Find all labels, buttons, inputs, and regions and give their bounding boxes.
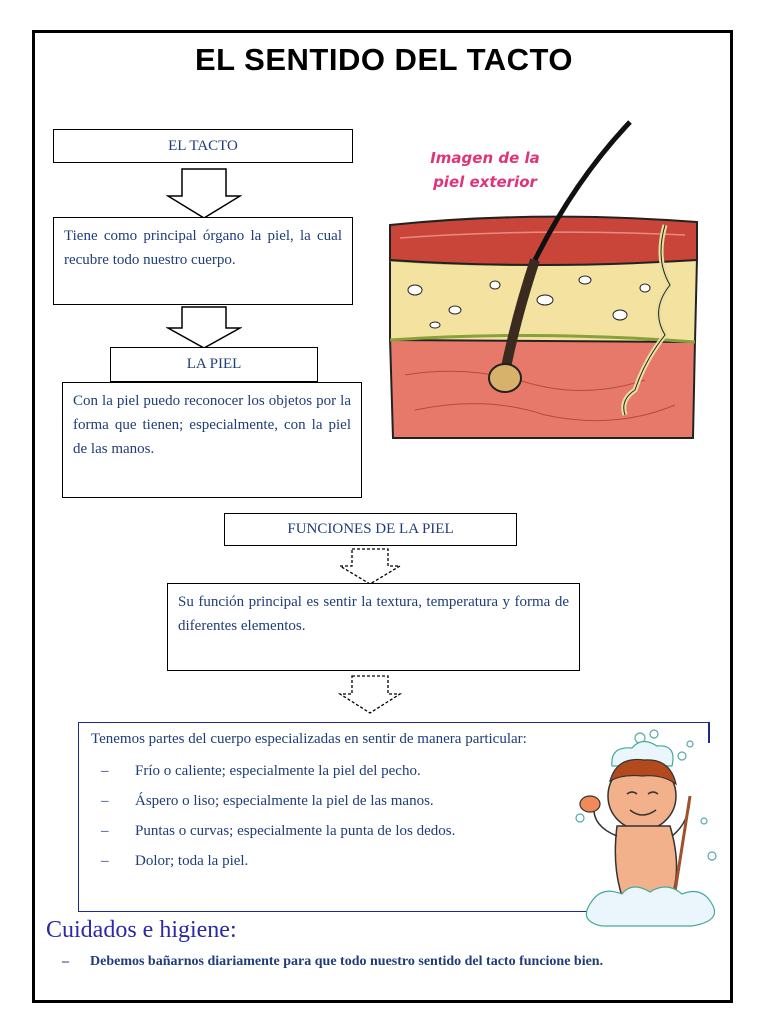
piel-label-box (110, 347, 318, 382)
tacto-text-box (53, 217, 353, 305)
funciones-text: Su función principal es sentir la textura, temperatura y forma de diferentes elementos. (178, 594, 569, 634)
down-arrow-icon (166, 306, 242, 350)
piel-label: LA PIEL (186, 356, 242, 372)
bathing-child-illustration (572, 726, 732, 932)
page-title: EL SENTIDO DEL TACTO (194, 42, 574, 77)
funciones-label-box (224, 513, 517, 546)
image-caption-line2: piel exterior (433, 173, 537, 191)
list-item: – Frío o caliente; especialmente la piel del pecho. (101, 763, 421, 779)
image-caption-line1: Imagen de la (430, 149, 540, 167)
down-arrow-icon (338, 548, 402, 586)
piel-text-box (62, 382, 362, 498)
list-item: – Áspero o liso; especialmente la piel de las manos. (101, 793, 434, 809)
down-arrow-icon (338, 675, 402, 715)
down-arrow-icon (166, 168, 242, 220)
funciones-text-box (167, 583, 580, 671)
parts-intro: Tenemos partes del cuerpo especializadas en sentir de manera particular: (91, 731, 527, 747)
tacto-text: Tiene como principal órgano la piel, la cual recubre todo nuestro cuerpo. (64, 228, 342, 268)
funciones-label: FUNCIONES DE LA PIEL (287, 521, 454, 537)
care-heading: Cuidados e higiene: (46, 917, 237, 943)
care-item: – Debemos bañarnos diariamente para que todo nuestro sentido del tacto funcione bien. (62, 954, 604, 969)
piel-text: Con la piel puedo reconocer los objetos por la forma que tienen; especialmente, con la piel de las manos. (73, 393, 351, 457)
skin-cross-section-illustration (385, 120, 700, 445)
tacto-label: EL TACTO (168, 137, 238, 154)
list-item: – Puntas o curvas; especialmente la punta de los dedos. (101, 823, 456, 839)
list-item: – Dolor; toda la piel. (101, 853, 249, 869)
tacto-label-box (53, 129, 353, 163)
